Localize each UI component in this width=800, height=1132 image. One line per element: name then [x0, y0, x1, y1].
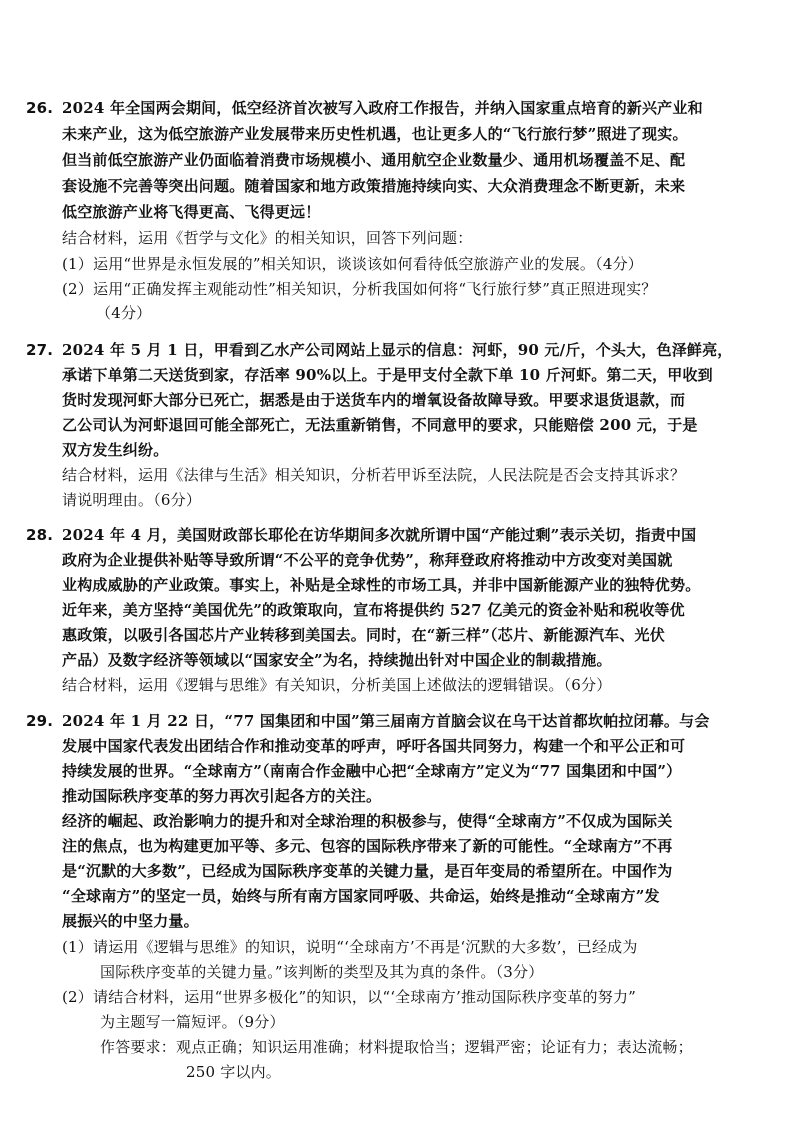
- sub-question: 为主题写一篇短评。（9分）: [100, 1013, 285, 1031]
- question-text-line: 注的焦点，也为构建更加平等、多元、包容的国际秩序带来了新的可能性。“全球南方”不再: [62, 837, 673, 855]
- sub-question: (1）请运用《逻辑与思维》的知识，说明“‘全球南方’不再是‘沉默的大多数’，已经成为: [62, 938, 638, 956]
- question-text-line: 2024 年全国两会期间，低空经济首次被写入政府工作报告，并纳入国家重点培育的新兴产业和: [62, 99, 703, 117]
- question-text-line: 经济的崛起、政治影响力的提升和对全球治理的积极参与，使得“全球南方”不仅成为国际关: [62, 812, 673, 830]
- question-text-line: 2024 年 5 月 1 日，甲看到乙水产公司网站上显示的信息：河虾，90 元/斤，个头大，色泽鲜亮，: [62, 341, 733, 359]
- sub-question: (2）运用“正确发挥主观能动性”相关知识，分析我国如何将“飞行旅行梦”真正照进现实？: [62, 280, 657, 298]
- question-number: 29.: [26, 712, 54, 730]
- question-text-line: 双方发生纠纷。: [62, 441, 169, 459]
- sub-question-score: （4分）: [96, 304, 152, 322]
- answer-requirements: 250 字以内。: [186, 1063, 281, 1081]
- question-text-line: 政府为企业提供补贴等导致所谓“不公平的竞争优势”，称拜登政府将推动中方改变对美国就: [62, 551, 673, 569]
- question-text-line: 乙公司认为河虾退回可能全部死亡，无法重新销售，不同意甲的要求，只能赔偿 200 元，于是: [62, 416, 698, 434]
- question-number: 27.: [26, 341, 54, 359]
- question-prompt: 结合材料，运用《哲学与文化》的相关知识，回答下列问题：: [62, 229, 473, 247]
- question-prompt: 结合材料，运用《法律与生活》相关知识，分析若甲诉至法院，人民法院是否会支持其诉求？: [62, 466, 686, 484]
- question-text-line: 展振兴的中坚力量。: [62, 912, 199, 930]
- question-text-line: 是“沉默的大多数”，已经成为国际秩序变革的关键力量，是百年变局的希望所在。中国作为: [62, 862, 673, 880]
- question-text-line: 推动国际秩序变革的努力再次引起各方的关注。: [62, 787, 382, 805]
- sub-question: (2）请结合材料，运用“世界多极化”的知识，以“‘全球南方’推动国际秩序变革的努力”: [62, 988, 637, 1006]
- question-text-line: “全球南方”的坚定一员，始终与所有南方国家同呼吸、共命运，始终是推动“全球南方”发: [62, 887, 660, 905]
- question-prompt: 结合材料，运用《逻辑与思维》有关知识，分析美国上述做法的逻辑错误。（6分）: [62, 676, 612, 694]
- question-text-line: 惠政策，以吸引各国芯片产业转移到美国去。同时，在“新三样”（芯片、新能源汽车、光伏: [62, 626, 665, 644]
- question-text-line: 2024 年 4 月，美国财政部长耶伦在访华期间多次就所谓中国“产能过剩”表示关切，指责中国: [62, 526, 697, 544]
- question-number: 28.: [26, 526, 54, 544]
- question-text-line: 承诺下单第二天送货到家，存活率 90%以上。于是甲支付全款下单 10 斤河虾。第二天，甲收到: [62, 366, 713, 384]
- question-prompt: 请说明理由。（6分）: [62, 491, 202, 509]
- question-number: 26.: [26, 99, 54, 117]
- question-text-line: 低空旅游产业将飞得更高、飞得更远！: [62, 203, 321, 221]
- sub-question: 国际秩序变革的关键力量。”该判断的类型及其为真的条件。（3分）: [100, 963, 544, 981]
- question-text-line: 但当前低空旅游产业仍面临着消费市场规模小、通用航空企业数量少、通用机场覆盖不足、配: [62, 151, 686, 169]
- question-text-line: 业构成威胁的产业政策。事实上，补贴是全球性的市场工具，并非中国新能源产业的独特优势。: [62, 576, 701, 594]
- question-text-line: 持续发展的世界。“全球南方”（南南合作金融中心把“全球南方”定义为“77 国集团和中国”）: [62, 762, 682, 780]
- question-text-line: 产品）及数字经济等领域以“国家安全”为名，持续抛出针对中国企业的制裁措施。: [62, 651, 612, 669]
- question-text-line: 2024 年 1 月 22 日，“77 国集团和中国”第三届南方首脑会议在乌干达首都坎帕拉闭幕。与会: [62, 712, 710, 730]
- question-text-line: 货时发现河虾大部分已死亡，据悉是由于送货车内的增氧设备故障导致。甲要求退货退款，而: [62, 391, 686, 409]
- sub-question: (1）运用“世界是永恒发展的”相关知识，谈谈该如何看待低空旅游产业的发展。（4分）: [62, 255, 643, 273]
- question-text-line: 发展中国家代表发出团结合作和推动变革的呼声，呼吁各国共同努力，构建一个和平公正和可: [62, 737, 686, 755]
- question-text-line: 套设施不完善等突出问题。随着国家和地方政策措施持续向实、大众消费理念不断更新，未来: [62, 177, 686, 195]
- question-text-line: 未来产业，这为低空旅游产业发展带来历史性机遇，也让更多人的“飞行旅行梦”照进了现实。: [62, 125, 688, 143]
- question-text-line: 近年来，美方坚持“美国优先”的政策取向，宣布将提供约 527 亿美元的资金补贴和税收等优: [62, 601, 685, 619]
- answer-requirements: 作答要求：观点正确；知识运用准确；材料提取恰当；逻辑严密；论证有力；表达流畅；: [100, 1038, 693, 1056]
